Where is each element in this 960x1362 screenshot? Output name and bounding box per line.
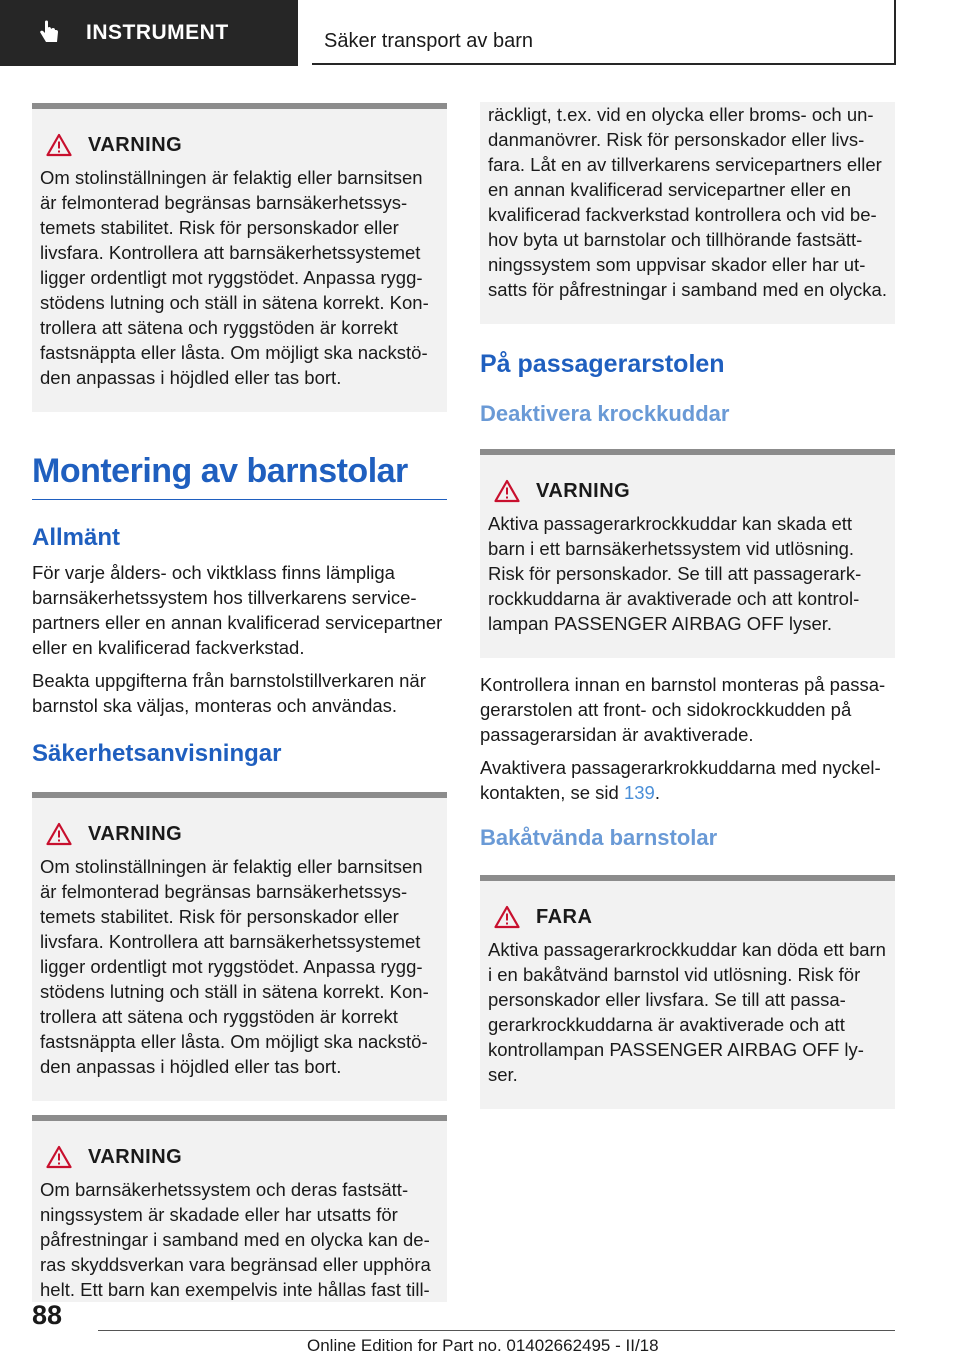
warning-triangle-icon bbox=[494, 905, 520, 929]
warning-title: VARNING bbox=[88, 1145, 183, 1168]
danger-text: Aktiva passagerarkrockkuddar kan döda ett barn i en bakåtvänd barnstol vid utlösning. Risk för personskador eller livsfara. Se till att passagerarkrockkuddarna är avaktiverade och att kontrollampan PASSENGER AIRBAG OFF lyser. bbox=[488, 939, 886, 1085]
paragraph: Avaktivera passagerarkrokkuddarna med nyckelkontakten, se sid 139. bbox=[480, 757, 881, 803]
warning-triangle-icon bbox=[46, 1145, 72, 1169]
heading-passagerarstolen: På passagerarstolen bbox=[480, 350, 725, 378]
right-column bbox=[480, 102, 895, 1109]
warning-triangle-icon bbox=[46, 822, 72, 846]
warning-box-continued bbox=[480, 102, 895, 324]
paragraph: Beakta uppgifterna från barnstolstillverkaren när barnstol ska väljas, monteras och användas. bbox=[32, 670, 426, 716]
warning-box bbox=[480, 449, 895, 658]
chapter-header bbox=[312, 0, 896, 65]
warning-text: räckligt, t.ex. vid en olycka eller broms- och undanmanövrer. Risk för personskador eller livsfara. Låt en av tillverkarens servicepartners eller en annan kvalificerad servicepartner eller en kvalificerad fackverkstad kontrollera och vid behov byta ut barnstolar och tillhörande fastsättningssystem som uppvisar skador eller har utsatts för påfrestningar i samband med en olycka. bbox=[488, 104, 887, 300]
page-number: 88 bbox=[32, 1300, 63, 1330]
warning-title: VARNING bbox=[88, 133, 183, 156]
warning-title: VARNING bbox=[88, 822, 183, 845]
page-link[interactable]: 139 bbox=[623, 782, 655, 803]
warning-box bbox=[32, 1115, 447, 1302]
section-tab-label: INSTRUMENT bbox=[86, 21, 229, 44]
danger-title: FARA bbox=[536, 905, 593, 928]
warning-title: VARNING bbox=[536, 479, 631, 502]
hand-pointer-icon bbox=[36, 20, 62, 46]
warning-triangle-icon bbox=[494, 479, 520, 503]
heading-deaktivera: Deaktivera krockkuddar bbox=[480, 401, 730, 426]
paragraph: För varje ålders- och viktklass finns lämpliga barnsäkerhetssystem hos tillverkarens servicepartners eller en annan kvalificerad servicepartner eller en kvalificerad fackverkstad. bbox=[32, 562, 443, 658]
left-column bbox=[32, 103, 447, 1302]
danger-box bbox=[480, 875, 895, 1109]
section-tab[interactable] bbox=[0, 0, 298, 66]
warning-text: Om stolinställningen är felaktig eller barnsitsen är felmonterad begränsas barnsäkerhetssystemets stabilitet. Risk för personskador eller livsfara. Kontrollera att barnsäkerhetssystemet ligger ordentligt mot ryggstödet. Anpassa ryggstödens lutning och ställ in sätena korrekt. Kontrollera att sätena och ryggstöden är korrekt fastsnäppta eller låsta. Om möjligt ska nackstöden anpassas i höjdled eller tas bort. bbox=[40, 856, 429, 1077]
warning-text: Om barnsäkerhetssystem och deras fastsättningssystem är skadade eller har utsatts för påfrestningar i samband med en olycka kan deras skyddsverkan vara begränsad eller upphöra helt. Ett barn kan exempelvis inte hållas fast till- bbox=[40, 1179, 431, 1300]
heading-sakerhetsanvisningar: Säkerhetsanvisningar bbox=[32, 740, 282, 767]
warning-triangle-icon bbox=[46, 133, 72, 157]
warning-text: Aktiva passagerarkrockkuddar kan skada ett barn i ett barnsäkerhetssystem vid utlösning. Risk för personskador. Se till att passagerarkrockkuddarna är avaktiverade och att kontrollampan PASSENGER AIRBAG OFF lyser. bbox=[488, 513, 862, 634]
footer-edition: Online Edition for Part no. 01402662495 - II/18 bbox=[307, 1336, 659, 1355]
heading-bakatvanda: Bakåtvända barnstolar bbox=[480, 825, 718, 850]
main-heading: Montering av barnstolar bbox=[32, 452, 447, 500]
chapter-title: Säker transport av barn bbox=[324, 30, 533, 52]
footer-divider bbox=[98, 1330, 895, 1331]
heading-allmant: Allmänt bbox=[32, 524, 121, 551]
warning-box bbox=[32, 792, 447, 1101]
paragraph: Kontrollera innan en barnstol monteras på passagerarstolen att front- och sidokrockkudden på passagerarsidan är avaktiverade. bbox=[480, 674, 886, 745]
warning-text: Om stolinställningen är felaktig eller barnsitsen är felmonterad begränsas barnsäkerhetssystemets stabilitet. Risk för personskador eller livsfara. Kontrollera att barnsäkerhetssystemet ligger ordentligt mot ryggstödet. Anpassa ryggstödens lutning och ställ in sätena korrekt. Kontrollera att sätena och ryggstöden är korrekt fastsnäppta eller låsta. Om möjligt ska nackstöden anpassas i höjdled eller tas bort. bbox=[40, 167, 429, 388]
warning-box bbox=[32, 103, 447, 412]
